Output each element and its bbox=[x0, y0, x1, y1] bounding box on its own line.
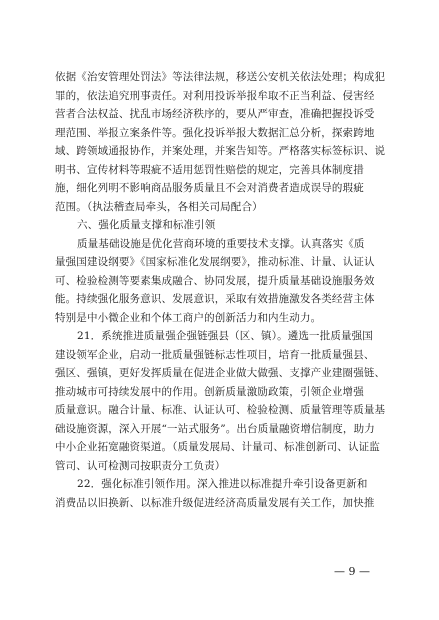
text-line: 22．强化标准引领作用。深入推进以标准提升牵引设备更新和 bbox=[77, 478, 368, 490]
page-number: — 9 — bbox=[334, 565, 370, 578]
text-line: 明书、宣传材料等瑕疵不适用惩罚性赔偿的规定，完善具体制度措 bbox=[55, 163, 364, 176]
text-line: 罪的，依法追究刑事责任。对利用投诉举报牟取不正当利益、侵害经 bbox=[55, 89, 375, 102]
text-line: 范围。（执法稽查局牵头，各相关司局配合） bbox=[55, 200, 263, 213]
text-line: 能。持续强化服务意识、发展意识，采取有效措施激发各类经营主体 bbox=[55, 293, 375, 305]
text-line: 施，细化列明不影响商品服务质量且不会对消费者造成误导的瑕疵 bbox=[55, 182, 364, 194]
text-line: 管司、认可检测司按职责分工负责） bbox=[55, 459, 226, 472]
text-line: 中小企业拓宽融资渠道。（质量发展局、计量司、标准创新司、认证监 bbox=[55, 441, 380, 453]
text-line: 强区、强镇，更好发挥质量在促进企业做大做强、支撑产业建圈强链、 bbox=[55, 367, 385, 379]
section-heading: 六、强化质量支撑和标准引领 bbox=[77, 219, 216, 231]
body-text bbox=[55, 68, 385, 512]
text-line: 建设领军企业，启动一批质量强链标志性项目，培育一批质量强县、 bbox=[55, 348, 375, 361]
text-line: 理范围、举报立案条件等。强化投诉举报大数据汇总分析，探索跨地 bbox=[55, 126, 375, 139]
text-line: 可、检验检测等要素集成融合、协同发展，提升质量基础设施服务效 bbox=[55, 274, 375, 287]
text-line: 消费品以旧换新、以标准升级促进经济高质量发展有关工作，加快推 bbox=[55, 496, 375, 509]
text-line: 量强国建设纲要》《国家标准化发展纲要》，推动标准、计量、认证认 bbox=[55, 256, 375, 268]
text-line: 质量基础设施是优化营商环境的重要技术支撑。认真落实《质 bbox=[77, 237, 365, 250]
text-line: 础设施资源，深入开展“一站式服务”。出台质量融资增信制度，助力 bbox=[55, 422, 375, 435]
text-line: 营者合法权益、扰乱市场经济秩序的，要从严审查，准确把握投诉受 bbox=[55, 108, 375, 120]
text-line: 21．系统推进质量强企强链强县（区、镇）。遴选一批质量强国 bbox=[77, 330, 373, 342]
text-line: 质量意识。融合计量、标准、认证认可、检验检测、质量管理等质量基 bbox=[55, 404, 385, 416]
text-line: 域、跨领域通报协作，并案处理，并案告知等。严格落实标签标识、说 bbox=[55, 145, 385, 157]
text-line: 依据《治安管理处罚法》等法律法规，移送公安机关依法处理；构成犯 bbox=[55, 71, 385, 83]
text-line: 推动城市可持续发展中的作用。创新质量激励政策，引领企业增强 bbox=[55, 385, 364, 398]
text-line: 特别是中小微企业和个体工商户的创新活力和内生动力。 bbox=[55, 311, 322, 324]
